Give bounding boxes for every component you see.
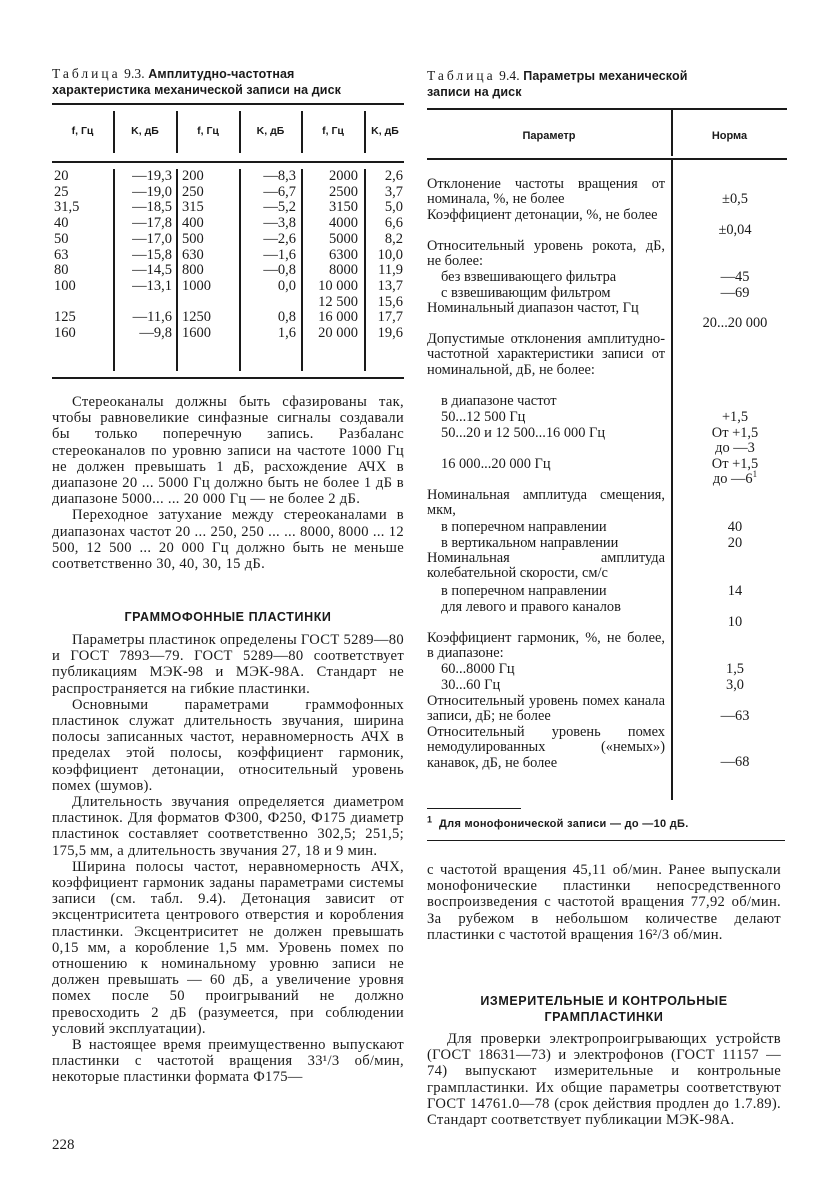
param-cell: без взвешивающего фильтра (441, 269, 617, 285)
paragraph-text: Основными параметрами граммофонных пластинок служат длительность звучания, ширина полосы записанных частот, неравномерность АЧХ в пределах этой полосы, коэффициент гармоник, коэффициент детонации, относительный уровень помех (шумов). (52, 696, 404, 794)
footnote-mark: 1 (752, 469, 758, 480)
param-cell: с взвешивающим фильтром (441, 285, 611, 301)
section-heading-test-records (427, 993, 781, 1025)
param-cell: в поперечном направлении (441, 583, 607, 599)
norm-cell: +1,5 (721, 409, 749, 425)
param-cell: Относительный уровень помех канала записи, дБ; не более (427, 693, 665, 725)
param-cell: в поперечном направлении (441, 519, 607, 535)
footnote-rule (427, 808, 521, 809)
table-9-4-caption (427, 68, 795, 100)
footnote (427, 814, 795, 830)
norm-cell-continued: до —3 (715, 440, 755, 456)
caption-title: Амплитудно-частотная (148, 67, 295, 81)
param-cell: 60...8000 Гц (441, 661, 515, 677)
header-k-1: K, дБ (131, 125, 159, 137)
param-cell: 16 000...20 000 Гц (441, 456, 551, 472)
norm-cell: 1,5 (726, 661, 744, 677)
heading-line: ИЗМЕРИТЕЛЬНЫЕ И КОНТРОЛЬНЫЕ (480, 994, 728, 1008)
param-cell: Номинальная амплитуда смещения, мкм, (427, 487, 665, 519)
paragraph-text: с частотой вращения 45,11 об/мин. Ранее выпускали монофонические пластинки непосредственного воспроизведения с частотой вращения 77,92 об/мин. За рубежом в небольшом количестве делают пластинки с частотой вращения 16²/3 об/мин. (427, 862, 781, 943)
heading-line: ГРАМПЛАСТИНКИ (544, 1010, 664, 1024)
table-top-rule (427, 108, 787, 110)
param-cell: для левого и правого каналов (441, 599, 621, 615)
header-k-3: K, дБ (371, 125, 399, 137)
norm-cell: —63 (720, 708, 750, 724)
param-cell: Допустимые отклонения амплитудно-частотной характеристики записи от номинальной, дБ, не более: (427, 331, 665, 378)
header-parameter: Параметр (522, 130, 576, 142)
norm-cell: —45 (720, 269, 750, 285)
caption-number: 9.4. (499, 68, 520, 83)
paragraph-text: В настоящее время преимущественно выпускают пластинки с частотой вращения 33¹/3 об/мин, некоторые пластинки формата Ф175— (52, 1037, 404, 1086)
param-cell: 50...12 500 Гц (441, 409, 526, 425)
column-k-1: —19,3 —19,0 —18,5 —17,8 —17,0 —15,8 —14,5 —13,1 —11,6 —9,8 (132, 168, 172, 342)
column-k-2: —8,3 —6,7 —5,2 —3,8 —2,6 —1,6 —0,8 0,0 0,8 1,6 (263, 168, 296, 342)
column-f-1: 20 25 31,5 40 50 63 80 100 125 160 (54, 168, 80, 342)
caption-label: Таблица (52, 66, 121, 81)
param-cell: Номинальная амплитуда колебательной скорости, см/с (427, 550, 665, 582)
norm-cell: От +1,5 (711, 425, 759, 441)
param-cell: в диапазоне частот (441, 393, 557, 409)
norm-cell: 20 (727, 535, 743, 551)
norm-cell: —68 (720, 754, 750, 770)
norm-cell: ±0,04 (718, 222, 752, 238)
paragraph-test-records (427, 1031, 781, 1128)
norm-cell: От +1,5 (711, 456, 759, 472)
paragraph-stereo (52, 394, 404, 572)
page-number: 228 (52, 1137, 75, 1153)
paragraph-text: Ширина полосы частот, неравномерность АЧХ, коэффициент гармоник заданы параметрами системы записи (см. табл. 9.4). Детонация зависит от эксцентриситета центрового отверстия и коробления пластинки. Эксцентриситет не должен превышать 0,15 мм, а коробление 1,5 мм. Уровень помех по отношению к номинальному уровню записи не должен превышать — 60 дБ, а увеличение уровня помех после 50 проигрываний не должно превосходить 2 дБ (разумеется, при соблюдении условий эксплуатации). (52, 858, 404, 1037)
norm-cell: —69 (720, 285, 750, 301)
paragraph-text: Параметры пластинок определены ГОСТ 5289—80 и ГОСТ 7893—79. ГОСТ 5289—80 соответствует публикациям МЭК-98 и МЭК-98А. Стандарт не распространяется на гибкие пластинки. (52, 632, 404, 697)
paragraph-records (52, 632, 404, 1086)
caption-title-line2: записи на диск (427, 85, 522, 99)
table-9-3-caption (52, 66, 404, 98)
table-header-rule (427, 158, 787, 160)
footnote-bottom-rule (427, 840, 785, 841)
param-cell: Коэффициент гармоник, %, не более, в диапазоне: (427, 630, 665, 662)
param-cell: Относительный уровень рокота, дБ, не более: (427, 238, 665, 270)
section-heading-records: ГРАММОФОННЫЕ ПЛАСТИНКИ (124, 610, 332, 624)
header-f-2: f, Гц (197, 125, 219, 137)
paragraph-text: Стереоканалы должны быть сфазированы так, чтобы равновеликие синфазные сигналы создавали бы только поперечную запись. Разбаланс стереоканалов по уровню записи на частоте 1000 Гц не должен превышать 1 дБ, расхождение АЧХ в диапазоне 20 ... 5000 Гц должно быть не более 1 дБ в диапазоне 5000... ... 20 000 Гц — не более 2 дБ. (52, 394, 404, 508)
paragraph-text: Длительность звучания определяется диаметром пластинок. Для форматов Ф300, Ф250, Ф175 диаметр пластинок составляет соответственно 302,5; 251,5; 175,5 мм, а длительность звучания 27, 18 и 9 мин. (52, 794, 404, 859)
column-f-3: 2000 2500 3150 4000 5000 6300 8000 10 000 12 500 16 000 20 000 (318, 168, 358, 342)
table-top-rule (52, 103, 404, 105)
col-divider (671, 160, 673, 800)
norm-cell: 14 (727, 583, 743, 599)
table-9-3 (52, 103, 404, 380)
param-cell: Относительный уровень помех немодулированных («немых») канавок, дБ, не более (427, 724, 665, 771)
footnote-mark: 1 (427, 814, 433, 825)
paragraph-text: Для проверки электропроигрывающих устройств (ГОСТ 18631—73) и электрофонов (ГОСТ 11157 — 74) выпускают измерительные и контрольные грампластинки. Их общие параметры соответствуют ГОСТ 14761.0—78 (срок действия продлен до 1.7.89). Стандарт соответствует публикации МЭК-98А. (427, 1031, 781, 1129)
param-cell: Отклонение частоты вращения от номинала, %, не более (427, 176, 665, 208)
param-cell: Номинальный диапазон частот, Гц (427, 300, 639, 316)
col-divider (176, 169, 178, 371)
header-f-1: f, Гц (71, 125, 94, 137)
table-bottom-rule (52, 377, 404, 379)
paragraph-text: Переходное затухание между стереоканалами в диапазонах частот 20 ... 250, 250 ... ... 8000, 8000 ... 12 500, 12 500 ... 20 000 Гц должно быть не меньше соответственно 30, 40, 30, 15 дБ. (52, 507, 404, 573)
param-cell: в вертикальном направлении (441, 535, 619, 551)
caption-title: Параметры механической (523, 69, 688, 83)
caption-title-line2: характеристика механической записи на диск (52, 83, 341, 97)
paragraph-rotation (427, 862, 781, 943)
column-f-2: 200 250 315 400 500 630 800 1000 1250 1600 (182, 168, 211, 342)
header-norm: Норма (711, 130, 748, 142)
caption-number: 9.3. (124, 66, 145, 81)
norm-cell-continued (675, 469, 795, 487)
norm-cell: 40 (727, 519, 743, 535)
header-k-2: K, дБ (256, 125, 285, 137)
param-cell: 50...20 и 12 500...16 000 Гц (441, 425, 606, 441)
caption-label: Таблица (427, 68, 496, 83)
norm-cell: 3,0 (726, 677, 744, 693)
param-cell: Коэффициент детонации, %, не более (427, 207, 658, 223)
norm-cell: 10 (727, 614, 743, 630)
norm-text: до —6 (712, 471, 753, 487)
norm-cell: ±0,5 (722, 191, 748, 207)
param-cell: 30...60 Гц (441, 677, 501, 693)
norm-cell: 20...20 000 (702, 315, 768, 331)
table-header-rule (52, 161, 404, 163)
footnote-text: Для монофонической записи — до —10 дБ. (439, 818, 689, 830)
column-k-3: 2,6 3,7 5,0 6,6 8,2 10,0 11,9 13,7 15,6 17,7 19,6 (377, 168, 403, 342)
header-f-3: f, Гц (322, 125, 344, 137)
